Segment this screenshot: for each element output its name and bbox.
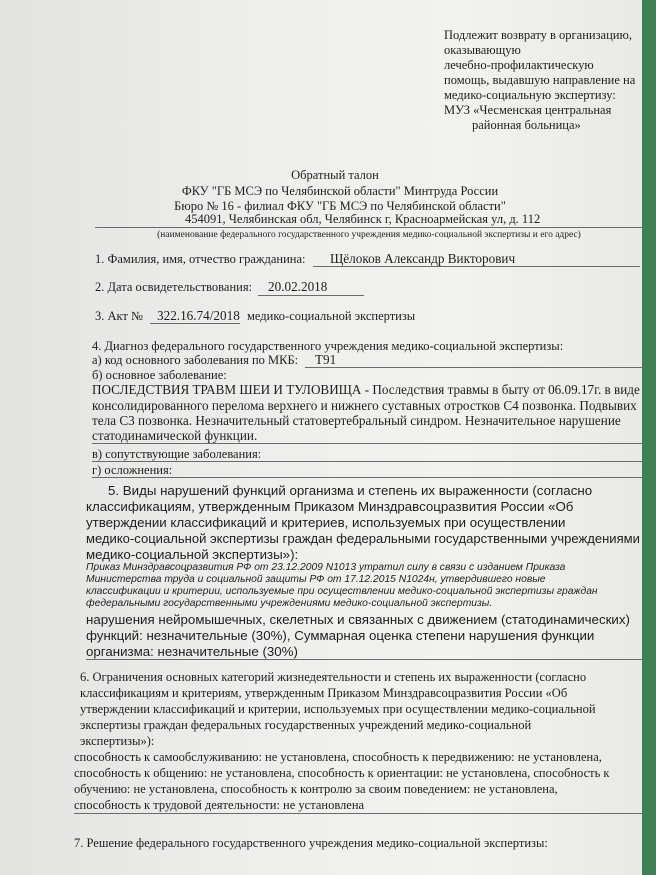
main-disease-line-2: консолидированного перелома верхнего и нижнего суставных отростков С4 позвонка. Подвывих <box>92 398 637 413</box>
item-6-heading-line-1: 6. Ограничения основных категорий жизнедеятельности и степень их выраженности (согласно <box>80 670 587 684</box>
complications-label: г) осложнения: <box>92 463 173 477</box>
act-suffix: медико-социальной экспертизы <box>247 309 416 323</box>
item-7-heading: 7. Решение федерального государственного учреждения медико-социальной экспертизы: <box>74 836 548 850</box>
return-note-line-3: лечебно-профилактическую <box>444 58 594 72</box>
name-underline <box>313 266 640 267</box>
main-disease-underline <box>92 443 642 444</box>
return-note-line-1: Подлежит возврату в организацию, <box>444 28 632 42</box>
item-5-value-line-2: функций: незначительные (30%), Суммарная оценка степени нарушения функции <box>86 628 595 643</box>
item-6-value-line-3: обучению: не установлена, способность к контролю за своим поведением: не установлена, <box>74 782 558 796</box>
item-1-label: 1. Фамилия, имя, отчество гражданина: <box>95 252 306 266</box>
act-number: 322.16.74/2018 <box>157 308 240 323</box>
item-6-value-line-4: способность к трудовой деятельности: не установлена <box>74 798 365 812</box>
address-caption: (наименование федерального государственного учреждения медико-социальной экспертизы и его адрес) <box>157 230 581 240</box>
item-3-label: 3. Акт № <box>95 309 143 323</box>
item-5-heading-line-4: медико-социальной экспертизы граждан федеральными государственными учреждениями <box>86 531 640 546</box>
mkb-code-underline <box>305 367 645 368</box>
document-title: Обратный талон <box>291 168 379 182</box>
item-6-underline <box>74 813 642 814</box>
concomitant-underline <box>92 461 642 462</box>
return-note-line-2: оказывающую <box>444 43 521 57</box>
item-4-heading: 4. Диагноз федерального государственного учреждения медико-социальной экспертизы: <box>92 339 564 353</box>
return-note-line-7: районная больница» <box>472 118 581 132</box>
return-note-line-4: помощь, выдавшую направление на <box>444 73 636 87</box>
item-5-note-line-3: классификации и критерии, используемые при осуществлении медико-социальной экспертизы граждан <box>86 586 598 597</box>
citizen-full-name: Щёлоков Александр Викторович <box>330 251 516 266</box>
item-5-note-line-4: федеральными государственными учреждениями медико-социальной экспертизы. <box>86 598 493 609</box>
item-5-value-line-1: нарушения нейромышечных, скелетных и связанных с движением (статодинамических) <box>86 612 630 627</box>
item-5-note-line-2: Министерства труда и социальной защиты РФ от 17.12.2015 N1024н, утвердившего новые <box>86 574 546 585</box>
item-6-heading-line-2: классификациям и критериям, утвержденным Приказом Минздравсоцразвития России «Об <box>80 686 568 700</box>
organization-line-1: ФКУ "ГБ МСЭ по Челябинской области" Минтруда России <box>181 184 499 198</box>
organization-address: 454091, Челябинская обл, Челябинск г, Красноармейская ул, д. 112 <box>185 212 541 226</box>
concomitant-diseases-label: в) сопутствующие заболевания: <box>92 447 262 461</box>
item-5-heading-line-2: классификациям, утвержденным Приказом Минздравсоцразвития России «Об <box>86 499 574 514</box>
examination-date: 20.02.2018 <box>268 279 328 294</box>
main-disease-label: б) основное заболевание: <box>92 368 227 382</box>
item-6-value-line-2: способность к общению: не установлена, способность к ориентации: не установлена, способность к <box>74 766 610 780</box>
date-underline <box>258 295 364 296</box>
item-5-heading-line-1: 5. Виды нарушений функций организма и степень их выраженности (согласно <box>108 483 593 498</box>
main-disease-line-4: статодинамической функции. <box>92 428 258 443</box>
green-background-strip <box>642 0 656 875</box>
main-disease-line-1: ПОСЛЕДСТВИЯ ТРАВМ ШЕИ И ТУЛОВИЩА - Последствия травмы в быту от 06.09.17г. в виде <box>92 382 640 397</box>
item-6-value-line-1: способность к самообслуживанию: не установлена, способность к передвижению: не установлена, <box>74 750 602 764</box>
item-6-heading-line-4: экспертизы граждан федеральных государственных учреждений медико-социальной <box>80 718 532 732</box>
item-5-value-line-3: организма: незначительные (30%) <box>86 644 298 659</box>
item-5-note-line-1: Приказ Минздравсоцразвития РФ от 23.12.2009 N1013 утратил силу в связи с изданием Приказа <box>86 562 566 573</box>
item-6-heading-line-5: экспертизы»): <box>80 734 155 748</box>
act-number-underline <box>150 323 240 324</box>
organization-line-2: Бюро № 16 - филиал ФКУ "ГБ МСЭ по Челябинской области" <box>174 199 506 213</box>
return-note-line-5: медико-социальную экспертизу: <box>444 88 616 102</box>
complications-underline <box>92 477 642 478</box>
mkb-code-label: а) код основного заболевания по МКБ: <box>92 353 299 367</box>
item-5-heading-line-5: медико-социальной экспертизы»): <box>86 547 299 562</box>
mkb-code-value: Т91 <box>315 352 337 367</box>
main-disease-line-3: тела С3 позвонка. Незначительный статовертебральный синдром. Незначительное нарушение <box>92 413 621 428</box>
item-5-heading-line-3: утверждении классификаций и критериев, используемых при осуществлении <box>86 515 566 530</box>
item-5-underline <box>86 659 642 660</box>
return-note-line-6: МУЗ «Чесменская центральная <box>444 103 612 117</box>
item-2-label: 2. Дата освидетельствования: <box>95 280 253 294</box>
item-6-heading-line-3: утверждении классификаций и критерии, используемых при осуществлении медико-социальной <box>80 702 596 716</box>
